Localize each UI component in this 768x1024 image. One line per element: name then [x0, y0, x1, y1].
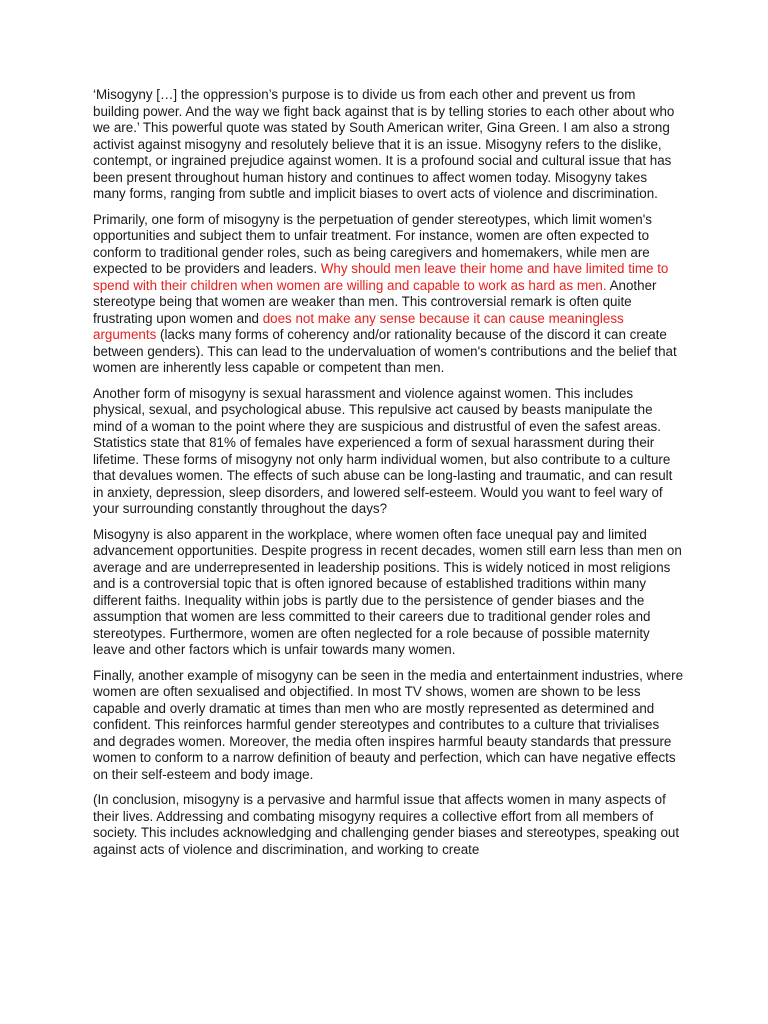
- text-segment: Another form of misogyny is sexual harassment and violence against women. This includes physical, sexual, and psychological abuse. This repulsive act caused by beasts manipulate the mind of a woman to the point where they are suspicious and distrustful of even the safest areas. Statistics state that 81% of females have experienced a form of sexual harassment during their lifetime. These forms of misogyny not only harm individual women, but also contribute to a culture that devalues women. The effects of such abuse can be long-lasting and traumatic, and can result in anxiety, depression, sleep disorders, and lowered self-esteem. Would you want to feel wary of your surrounding constantly throughout the days?: [93, 385, 673, 516]
- text-segment: Another stereotype being that women are weaker than men. This controversial remark is often quite frustrating upon women and: [93, 277, 657, 326]
- paragraph-harassment: [93, 386, 683, 518]
- paragraph-stereotypes: [93, 212, 683, 377]
- document-body: [93, 87, 683, 867]
- paragraph-conclusion: [93, 792, 683, 858]
- text-segment: Primarily, one form of misogyny is the perpetuation of gender stereotypes, which limit women's opportunities and subject them to unfair treatment. For instance, women are often expected to conform to traditional gender roles, such as being caregivers and homemakers, while men are expected to be providers and leaders.: [93, 211, 653, 276]
- text-segment: (In conclusion, misogyny is a pervasive and harmful issue that affects women in many aspects of their lives. Addressing and combating misogyny requires a collective effort from all members of society. This includes acknowledging and challenging gender biases and stereotypes, speaking out against acts of violence and discrimination, and working to create: [93, 792, 680, 857]
- text-segment: (lacks many forms of coherency and/or rationality because of the discord it can create between genders). This can lead to the undervaluation of women's contributions and the belief that women are inherently less capable or competent than men.: [93, 327, 677, 375]
- paragraph-workplace: [93, 527, 683, 659]
- highlighted-text: Why should men leave their home and have limited time to spend with their children when women are willing and capable to work as hard as men.: [93, 261, 669, 293]
- paragraph-intro: [93, 87, 683, 203]
- highlighted-text: does not make any sense because it can cause meaningless arguments: [93, 310, 624, 342]
- paragraph-media: [93, 668, 683, 784]
- text-segment: ‘Misogyny […] the oppression’s purpose is to divide us from each other and prevent us from building power. And the way we fight back against that is by telling stories to each other about who we are.’ This powerful quote was stated by South American writer, Gina Green. I am also a strong activist against misogyny and resolutely believe that it is an issue. Misogyny refers to the dislike, contempt, or ingrained prejudice against women. It is a profound social and cultural issue that has been present throughout human history and continues to affect women today. Misogyny takes many forms, ranging from subtle and implicit biases to overt acts of violence and discrimination.: [93, 87, 675, 201]
- text-segment: Finally, another example of misogyny can be seen in the media and entertainment industries, where women are often sexualised and objectified. In most TV shows, women are shown to be less capable and overly dramatic at times than men who are mostly represented as determined and confident. This reinforces harmful gender stereotypes and contributes to a culture that trivialises and degrades women. Moreover, the media often inspires harmful beauty standards that pressure women to conform to a narrow definition of beauty and perfection, which can have negative effects on their self-esteem and body image.: [93, 667, 684, 782]
- text-segment: Misogyny is also apparent in the workplace, where women often face unequal pay and limited advancement opportunities. Despite progress in recent decades, women still earn less than men on average and are underrepresented in leadership positions. This is widely noticed in most religions and is a controversial topic that is often ignored because of established traditions within many different faiths. Inequality within jobs is partly due to the persistence of gender biases and the assumption that women are less committed to their careers due to traditional gender roles and stereotypes. Furthermore, women are often neglected for a role because of possible maternity leave and other factors which is unfair towards many women.: [93, 526, 682, 657]
